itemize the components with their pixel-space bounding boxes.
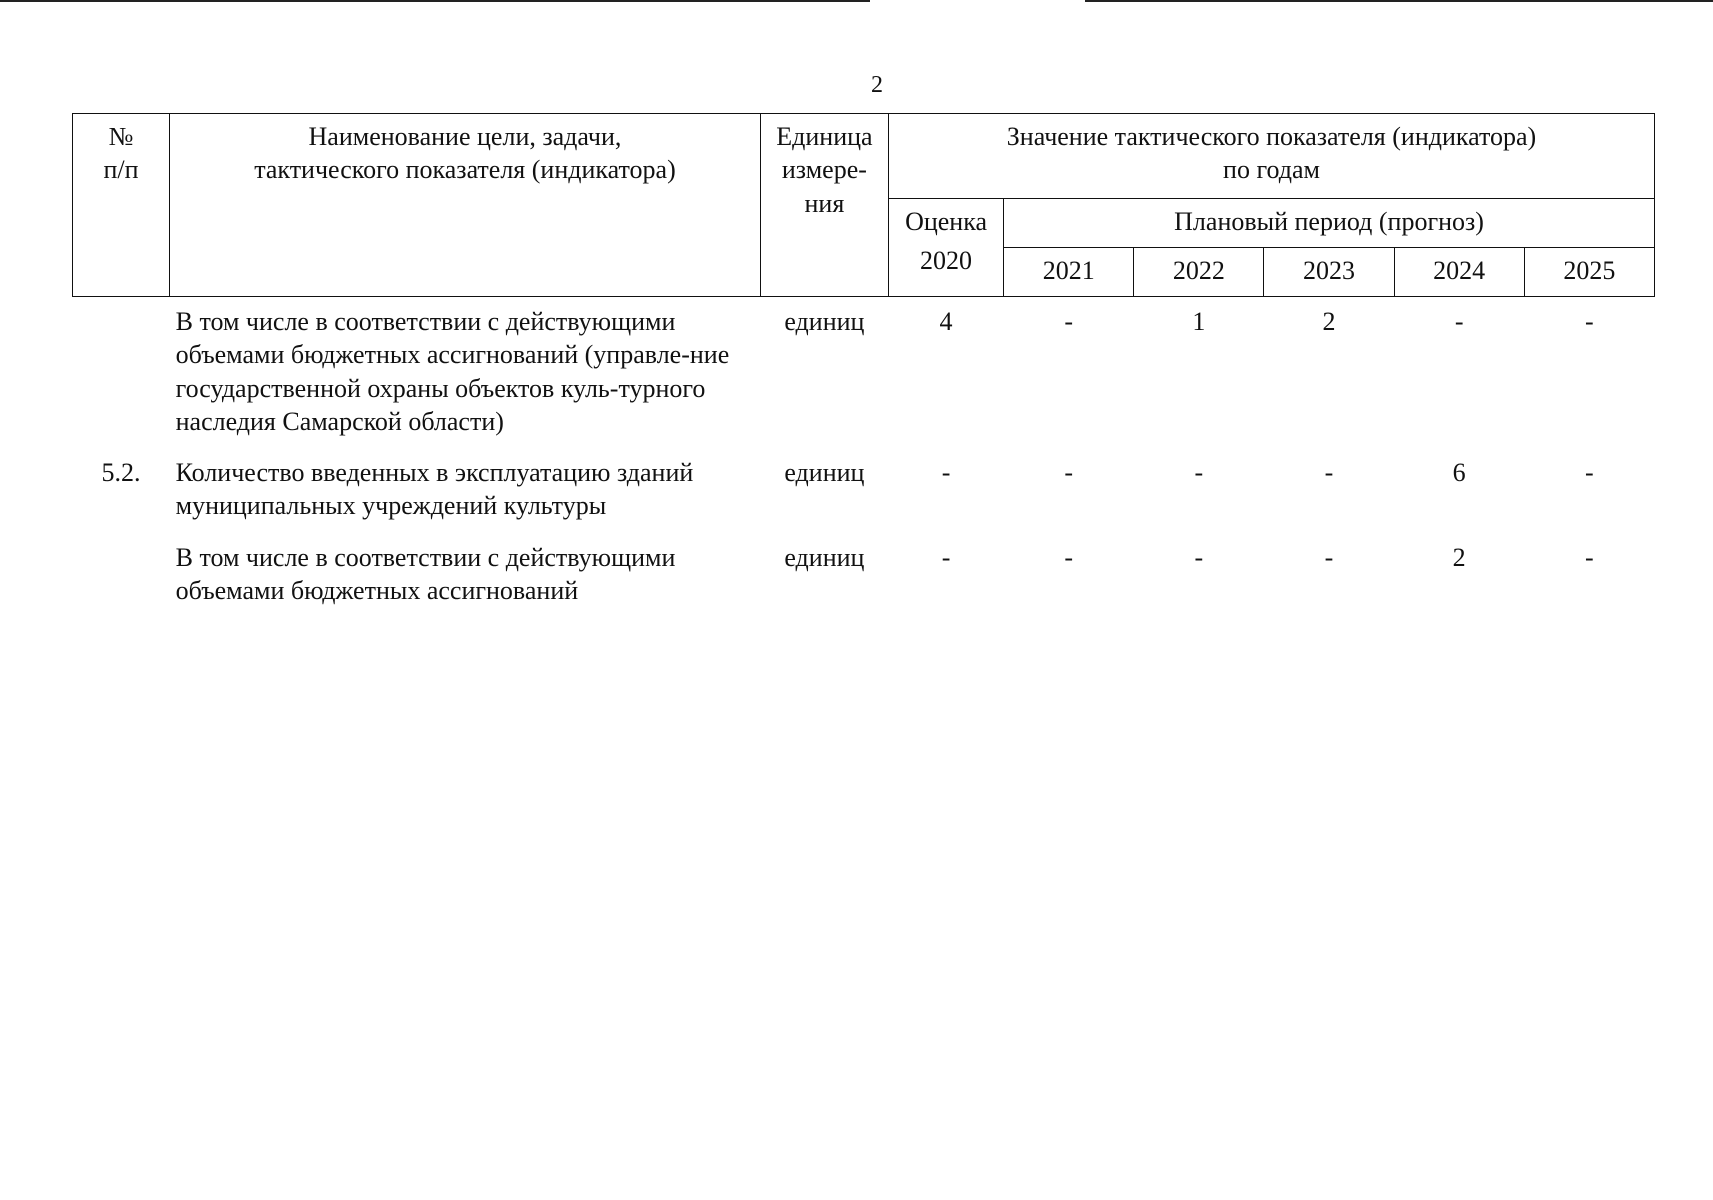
top-edge-rule-left: [0, 0, 870, 2]
value-2024: -: [1454, 307, 1464, 336]
row-name: В том числе в соответствии с действующими объемами бюджетных ассигнований: [175, 542, 676, 605]
header-estimate-year: 2020: [920, 246, 973, 276]
header-unit-line1: Единица: [776, 122, 873, 151]
header-number-abbr: п/п: [103, 155, 139, 185]
row-unit: единиц: [784, 458, 865, 488]
row-name: Количество введенных в эксплуатацию зданий муниципальных учреждений культуры: [175, 458, 694, 521]
value-2024: 6: [1452, 458, 1466, 488]
table-row: [73, 537, 1655, 622]
value-2020: -: [941, 458, 951, 488]
row-number: [73, 297, 170, 453]
value-2020: -: [941, 542, 951, 572]
value-2025: -: [1585, 542, 1594, 572]
value-2021: -: [1064, 542, 1074, 572]
header-unit: [760, 114, 888, 297]
header-number-sign: №: [108, 122, 134, 151]
header-values-line2: по годам: [1223, 155, 1320, 185]
row-unit: единиц: [784, 542, 865, 572]
table-header: [73, 114, 1655, 297]
header-row-number: [73, 114, 170, 297]
value-2023: -: [1324, 458, 1334, 488]
row-name: В том числе в соответствии с действующими объемами бюджетных ассигнований (управле-ние государственной охраны объектов куль-турного наследия Самарской области): [175, 307, 730, 436]
row-unit: единиц: [784, 307, 865, 336]
header-year-2024: 2024: [1394, 248, 1524, 297]
value-2022: 1: [1192, 307, 1206, 336]
header-values-line1: Значение тактического показателя (индикатора): [1006, 122, 1537, 151]
value-2021: -: [1064, 307, 1074, 336]
table-row: [73, 297, 1655, 453]
header-estimate-2020: [888, 199, 1003, 297]
value-2022: -: [1194, 542, 1204, 572]
header-planned-period: Плановый период (прогноз): [1004, 199, 1655, 248]
value-2024: 2: [1452, 542, 1466, 572]
page-number: 2: [871, 72, 883, 98]
value-2025: -: [1585, 307, 1594, 336]
value-2025: -: [1585, 458, 1594, 488]
indicator-table: [72, 113, 1655, 621]
value-2021: -: [1064, 458, 1074, 488]
header-estimate-label: Оценка: [905, 207, 988, 236]
header-name-line1: Наименование цели, задачи,: [308, 122, 622, 151]
row-number: 5.2.: [101, 458, 141, 488]
header-values-by-year: [888, 114, 1654, 199]
header-name: [170, 114, 761, 297]
header-year-2025: 2025: [1524, 248, 1654, 297]
top-edge-rule-right: [1085, 0, 1713, 2]
table-body: [73, 297, 1655, 622]
value-2023: -: [1324, 542, 1334, 572]
value-2022: -: [1194, 458, 1204, 488]
header-year-2022: 2022: [1134, 248, 1264, 297]
header-unit-line2: измере-: [781, 155, 867, 185]
header-year-2023: 2023: [1264, 248, 1394, 297]
table-row: [73, 452, 1655, 537]
header-year-2021: 2021: [1004, 248, 1134, 297]
value-2023: 2: [1322, 307, 1336, 336]
header-name-line2: тактического показателя (индикатора): [254, 155, 676, 185]
value-2020: 4: [939, 307, 953, 336]
header-unit-line3: ния: [804, 188, 845, 218]
row-number: [73, 537, 170, 622]
